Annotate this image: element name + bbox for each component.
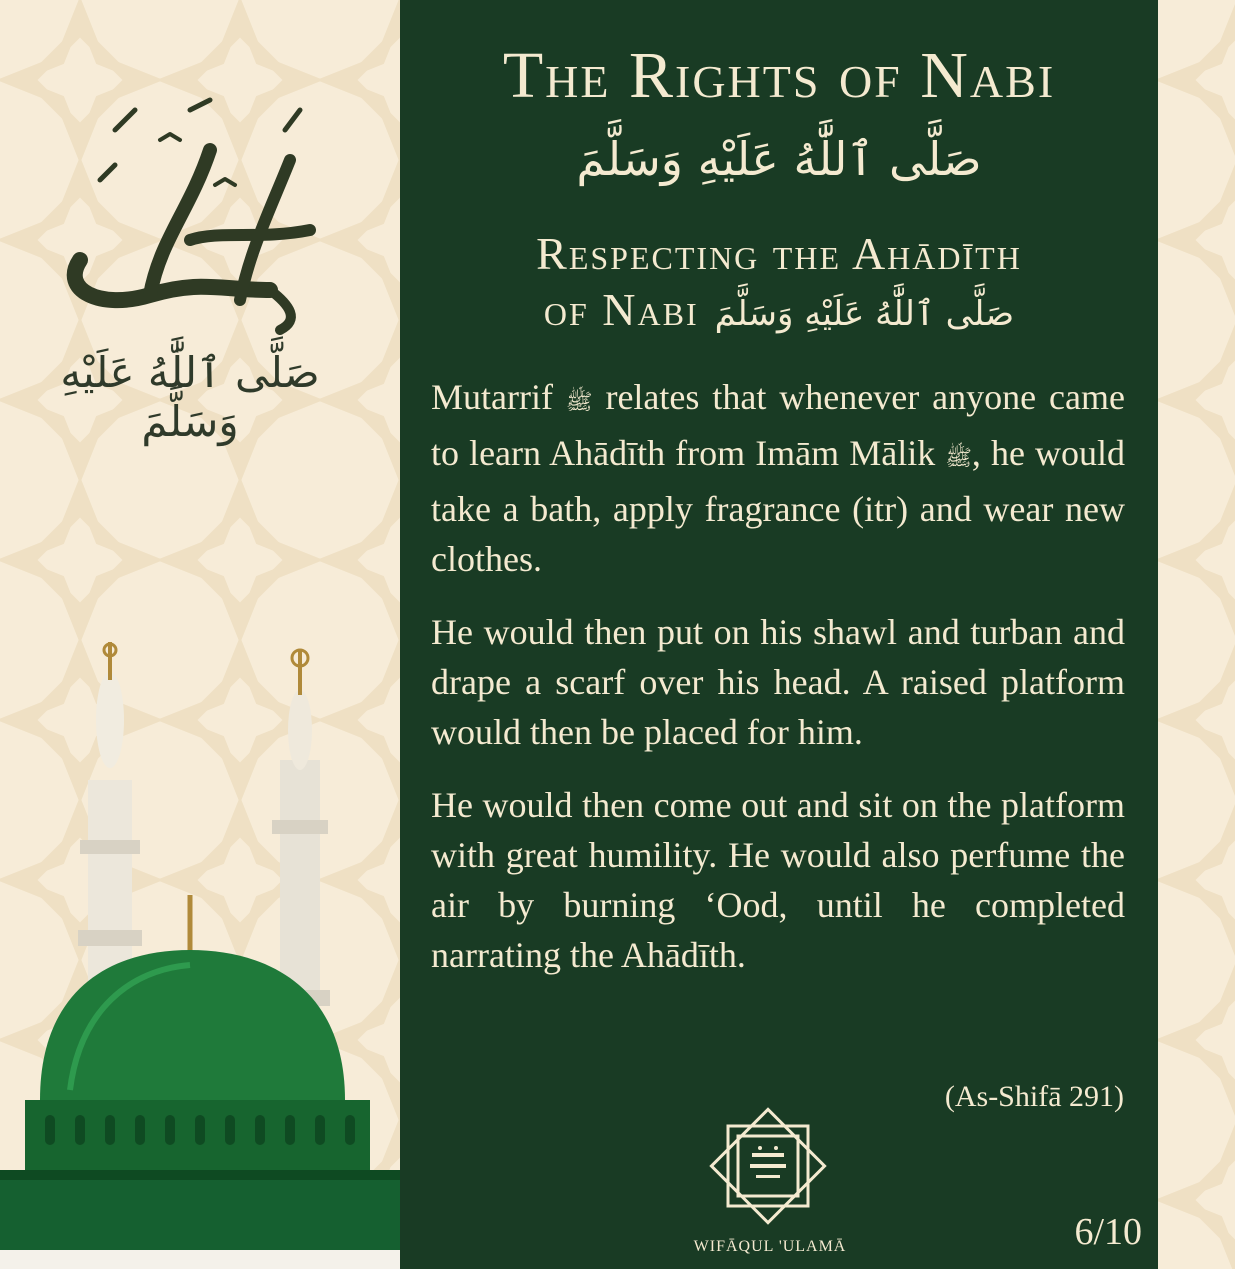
subtitle-line-2: of Nabi — [543, 284, 699, 335]
paragraph-2: He would then put on his shawl and turban and drape a scarf over his head. A raised platform would then be placed for him. — [431, 612, 1125, 752]
muhammad-calligraphy-icon — [40, 90, 330, 340]
section-subtitle — [400, 226, 1158, 342]
left-salawat: صَلَّى ٱللَّٰهُ عَلَيْهِ وَسَلَّمَ — [60, 348, 320, 446]
left-panel — [0, 0, 400, 1269]
honorific-symbol: ﷺ — [565, 390, 593, 415]
green-dome-mosque-icon — [0, 630, 400, 1269]
subtitle-line-1: Respecting the Ahādīth — [536, 228, 1022, 279]
page-title: The Rights of Nabi — [502, 39, 1056, 112]
subtitle-salawat: صَلَّى ٱللَّٰهُ عَلَيْهِ وَسَلَّمَ — [714, 294, 1015, 334]
geometric-pattern-background — [1158, 0, 1235, 1269]
title-salawat: صَلَّى ٱللَّٰهُ عَلَيْهِ وَسَلَّمَ — [576, 132, 982, 186]
wifaqul-ulama-logo-icon — [700, 1098, 836, 1234]
logo-caption: WIFĀQUL 'ULAMĀ — [693, 1238, 847, 1255]
page-number: 6/10 — [1074, 1211, 1142, 1253]
paragraph-1: Mutarrif ﷺ relates that whenever anyone came to learn Ahādīth from Imām Mālik ﷺ, he would take a bath, apply fragrance (itr) and wear new clothes. — [431, 377, 1126, 579]
main-content-panel — [400, 0, 1158, 1269]
source-citation: (As-Shifā 291) — [944, 1080, 1124, 1113]
paragraph-3: He would then come out and sit on the platform with great humility. He would also perfume the air by burning ‘Ood, until he completed narrating the Ahādīth. — [431, 785, 1125, 975]
body-text — [431, 372, 1125, 1003]
honorific-symbol: ﷺ — [945, 446, 972, 471]
right-pattern-strip — [1158, 0, 1235, 1269]
